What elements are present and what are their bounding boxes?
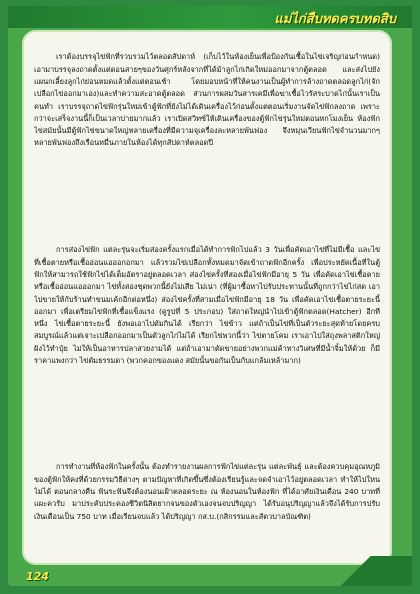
paragraph-2: การส่องไข่ฟัก แต่ละรุ่นจะเริ่มส่องครั้งแรกเมื่อได้ทำการฟักไปแล้ว 3 วันเพื่อคัดเอาไข่ที่ไม่มีเชื้อ และไข่ที่เชื้อตายหรือเชื้ออ่อนแอออกอกมา แล้วรวมไข่เปลือกทั้งหมดมาจัดเข้าถาดฟักอีกครั้ง เพื่อประหยัดเนื้อที่ในตู้ฟักให้สามารถใช้ฟักไข่ได้เต็มอัตราอยู่ตลอดเวลา ส่องไข่ครั้งที่สองเมื่อไข่ฟักมีอายุ 5 วัน เพื่อคัดเอาไข่เชื้อตายหรือเชื้ออ่อนแอออกมา ไข่ทั้งสองชุดพวกนี้ยังไม่เสีย ไม่เน่า (ที่ผู้มาซื้อหาไปรับประทานนั้นที่ถูกกว่าไข่ไก่สด เอาไปขายให้กับร้านทำขนมเค้กอีกต่อหนึ่ง) ส่องไข่ครั้งที่สามเมื่อไข่ฟักมีอายุ 18 วัน เพื่อคัดเอาไข่เชื้อตายระยะนี้ออกมา เพื่อเตรียมไข่ฟักที่เชื้อแข็งแรง (ดูรูปที่ 5 ประกอบ) ใส่ถาดใหญ่นำไปเข้าตู้ฟักตลอด(Hatcher) อีกทีหนึ่ง ไข่เชื้อตายระยะนี้ ยังพอเอาไปตัมกินได้ เรียกว่า ไข่ข้าว แต่ถ้าเป็นไข่ที่เป็นตัวระยะสุดท้ายโดยครบสมบูรณ์แล้วแต่เจาะเปลือกออกมาเป็นตัวลูกไก่ไม่ได้ เรียกไข่พวกนี้ว่า ไข่ตายโคม เราเอาไปใส่ถุงพลาสติกใหญ่ฝังไว้ทำปุ๋ย ไม่ให้เป็นอาหารปลาสวยงามได้ แต่ถ้าเอามาตัดขายอย่างพวกแม่ค้าทางวิเศษที่มีน้ำจิ้มให้ด้วย ก็มีราคาแพงกว่า ไข่ตัมธรรมดา (พวกคอกของแดง สมัยนั้นขอกันเป็นกับแกล้มเหล้ามาก) (34, 245, 380, 366)
page-number: 124 (26, 570, 49, 583)
paragraph-3: การทำงานที่ห้องฟักในครั้งนั้น ต้องทำรายงานผลการฟักไข่แต่ละรุ่น แต่ละพันธุ์ และต้องควบคุมอุณหภูมิของตู้ฟักให้คงที่ด้วยกรรมวิธีต่างๆ ตามปัญหาที่เกิดขึ้นซึ่งต้องเรียนรู้และจดจำเอาไว้อยู่ตลอดเวลา ทำให้ไปใหนไม่ได้ ตอนกลางคืน ฟันระฟันจึงต้องนอนเฝ้าตลอดระยะ ณ ห้องนอนในห้องฟัก ที่ได้อาศัยเงินเดือน 240 บาทที่แผะควรับ มาประคับประคองชีวิตนิสิตยากจนของตัวเองจนจบปริญญา ได้รับอนุปริญญาแล้วจึงได้รับการปรับเงินเดือนเป็น 750 บาท เมื่อเรียนจบแล้ว ได้ปริญญา กส.บ.(กสิกรรมและสัตวบาลบัณฑิต) (34, 462, 380, 521)
corner-decoration (322, 556, 412, 586)
paragraph-1: เราต้องบรรจุไข่ฟักที่รวบรวมไว้ตลอดสัปดาห์ (เก็บไว้ในห้องเย็นเพื่อป้องกันเชื้อในไข่เจริญก่อนกำหนด) เอามาบรรจุลงถาดตั้งแต่ตอนสายๆของวันศุกร์หลังจากที่ได้ม้าลูกไก่เกิดใหม่ออกมาจากตู้ตลอด และส่งไปยังแผนกเลี้ยงลูกไก่ย่อนหมดแล้วตั้งแต่ตอนเช้า โดยมอบหน้าที่ให้คนงานเป็นผู้ทำการล้างถาดตลอดลูกไก่(จักเปลือกไข่ออกมาเอง)และทำความสะอาดตู้ตลอด ส่วนการผสมวันสารเคมีเพื่อฆ่าเชื้อไวรัสระบาดไก่นั้นเราเป็นคนทำ เราบรรจุถาดไข่ฟักรุ่นใหม่เข้าตู้ฟักที่ยังไม่ได้เดินเครื่องไว้ก่อนตั้งแต่ตอนเริ่มงานจัดไข่ฟักลงถาด เพราะกว่าจะเสร็จงานนี้ก็เป็นเวลาบ่ายมากแล้ว เราเปิดสวิทซ์ให้เดินเครื่องของตู้ฟักไข่รุ่นใหม่ตอนหกโมงเย็น ห้องฟักไข่สมัยนั้นมีตู้ฟักไข่ขนาดใหญ่หลายเครื่องที่มีความจุเครื่องละหลายพันฟอง จึงหมุนเวียนฟักไข่จำนวนมากๆหลายพันฟองถึงเรือนหมื่นภายในห้องได้ทุกสัปดาห์ตลอดปี (34, 52, 380, 148)
page-header-title: แม่ไก่สืบทดครบทดสิบ (274, 12, 396, 27)
